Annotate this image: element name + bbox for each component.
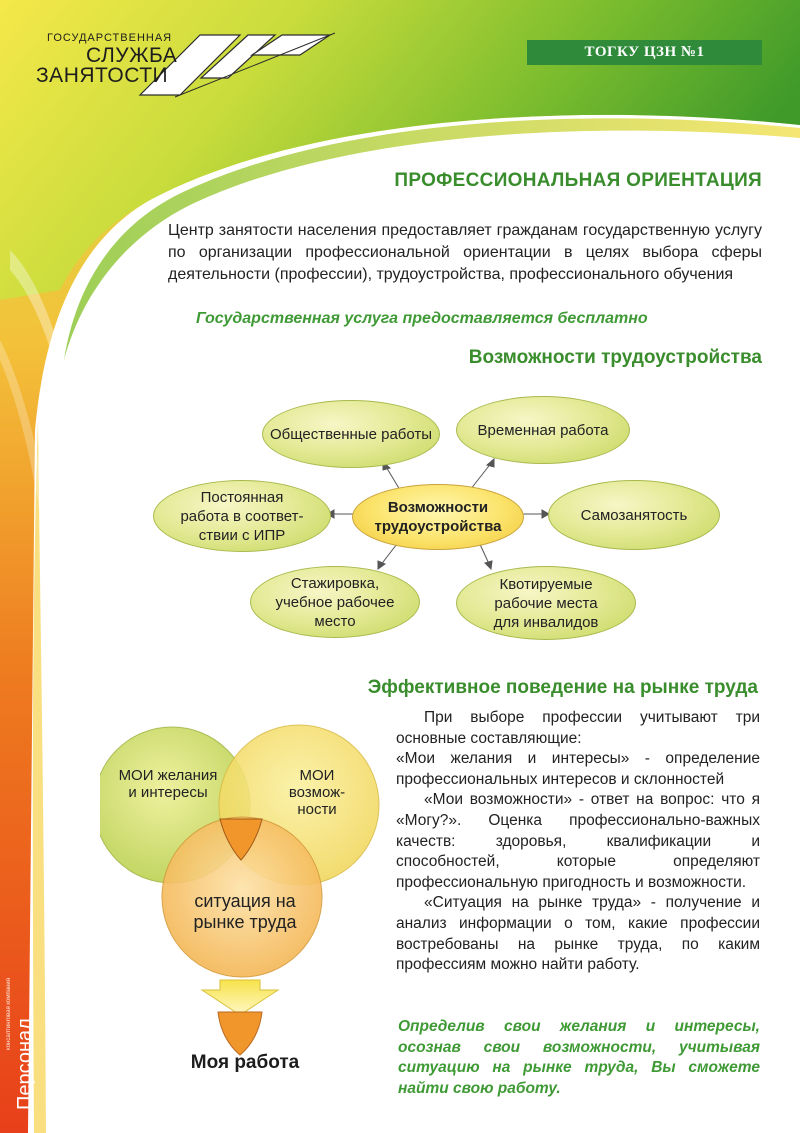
venn-label-wishes: МОИ желания и интересы: [118, 767, 218, 801]
behavior-title: Эффективное поведение на рынке труда: [367, 677, 758, 698]
main-title: ПРОФЕССИОНАЛЬНАЯ ОРИЕНТАЦИЯ: [394, 170, 762, 191]
opportunity-permanent-work: Постоянная работа в соответ-ствии с ИПР: [153, 480, 331, 552]
my-work-label: Моя работа: [190, 1052, 300, 1073]
brand-tagline: консалтинговая компания: [6, 977, 12, 1050]
logo-text-state: ГОСУДАРСТВЕННАЯ: [47, 32, 173, 44]
opportunities-center: Возможности трудоустройства: [352, 484, 524, 550]
opportunity-temporary-work: Временная работа: [456, 396, 630, 464]
logo-text-employment: ЗАНЯТОСТИ: [36, 64, 169, 87]
behavior-paragraph-1: При выборе профессии учитывают три основные составляющие:: [396, 709, 760, 747]
logo-text-service: СЛУЖБА: [86, 44, 178, 67]
behavior-text: [396, 708, 760, 976]
behavior-paragraph-4: «Ситуация на рынке труда» - получение и анализ информации о том, какие профессии востребованы на рынке труда, по каким профессиям можно найти работу.: [396, 894, 760, 974]
brand-logo-text: Персонал: [14, 1018, 36, 1110]
venn-label-market: ситуация на рынке труда: [193, 891, 297, 932]
opportunities-title: Возможности трудоустройства: [468, 347, 762, 368]
opportunity-internship: Стажировка, учебное рабочее место: [250, 566, 420, 638]
down-arrow: [202, 980, 278, 1015]
opportunity-public-works: Общественные работы: [262, 400, 440, 468]
result-shield-icon: [218, 1012, 262, 1055]
behavior-paragraph-2: «Мои желания и интересы» - определение профессиональных интересов и склонностей: [396, 750, 760, 788]
opportunity-quota-jobs: Квотируемые рабочие места для инвалидов: [456, 566, 636, 640]
intro-paragraph: Центр занятости населения предоставляет гражданам государственную услугу по организации профессиональной ориентации в целях выбора сферы деятельности (профессии), трудоустройства, профессионального обучения: [168, 222, 762, 283]
org-badge: ТОГКУ ЦЗН №1: [527, 40, 762, 65]
free-service-note: Государственная услуга предоставляется бесплатно: [196, 310, 648, 327]
venn-label-abilities: МОИ возмож-ности: [288, 767, 346, 818]
behavior-paragraph-3: «Мои возможности» - ответ на вопрос: что я «Могу?». Оценка профессионально-важных качеств: здоровья, квалификации и способностей, которые определяют профессиональную пригодность и возможности.: [396, 791, 760, 891]
closing-note: Определив свои желания и интересы, осознав свои возможности, учитывая ситуацию на рынке труда, Вы сможете найти свою работу.: [398, 1018, 760, 1097]
opportunity-self-employment: Самозанятость: [548, 480, 720, 550]
